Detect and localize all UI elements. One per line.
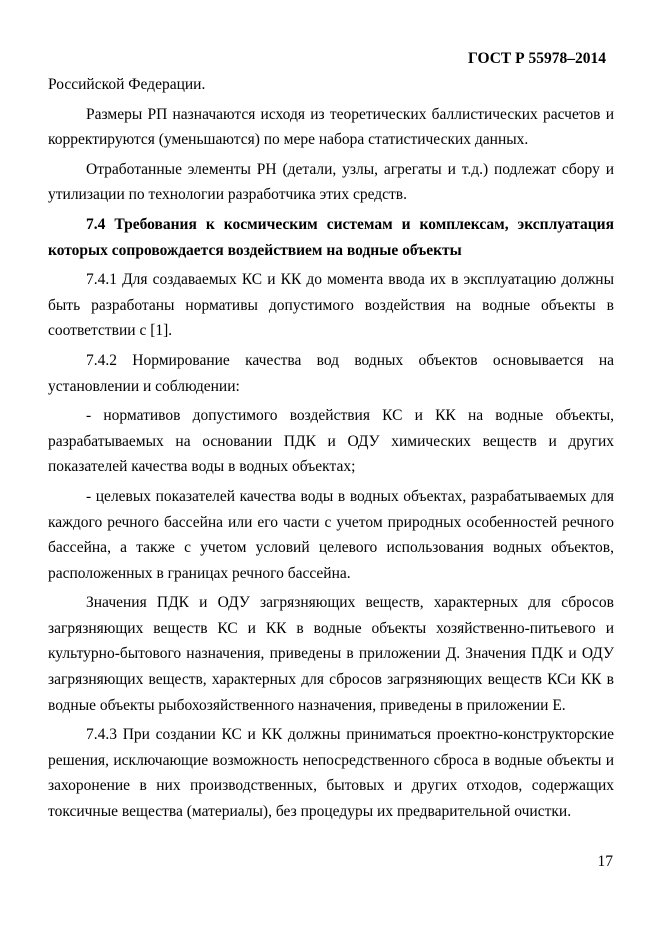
document-header: ГОСТ Р 55978–2014 bbox=[468, 50, 606, 67]
document-body bbox=[48, 72, 614, 825]
page-number: 17 bbox=[597, 853, 613, 870]
list-item-normatives: - нормативов допустимого воздействия КС и КК на водные объекты, разрабатываемых на основании ПДК и ОДУ химических веществ и других показателей качества воды в водных объектах; bbox=[48, 407, 614, 476]
paragraph-7-4-2: 7.4.2 Нормирование качества вод водных объектов основывается на установлении и соблюдении: bbox=[48, 351, 614, 395]
paragraph-rp-sizes: Размеры РП назначаются исходя из теоретических баллистических расчетов и корректируются (уменьшаются) по мере набора статистических данных. bbox=[48, 105, 614, 149]
list-item-target-indicators: - целевых показателей качества воды в водных объектах, разрабатываемых для каждого речного бассейна или его части с учетом природных особенностей речного бассейна, а также с учетом условий целевого использования водных объектов, расположенных в границах речного бассейна. bbox=[48, 487, 614, 582]
paragraph-continuation: Российской Федерации. bbox=[48, 76, 206, 93]
paragraph-pdk-odu: Значения ПДК и ОДУ загрязняющих веществ, характерных для сбросов загрязняющих веществ КС и КК в водные объекты хозяйственно-питьевого и культурно-бытового назначения, приведены в приложении Д. Значения ПДК и ОДУ загрязняющих веществ, характерных для сбросов загрязняющих веществ КСи КК в водные объекты рыбохозяйственного назначения, приведены в приложении Е. bbox=[48, 594, 614, 714]
paragraph-rn-elements: Отработанные элементы РН (детали, узлы, агрегаты и т.д.) подлежат сбору и утилизации по технологии разработчика этих средств. bbox=[48, 160, 614, 204]
section-heading-7-4: 7.4 Требования к космическим системам и комплексам, эксплуатация которых сопровождается воздействием на водные объекты bbox=[48, 215, 614, 259]
paragraph-7-4-1: 7.4.1 Для создаваемых КС и КК до момента ввода их в эксплуатацию должны быть разработаны нормативы допустимого воздействия на водные объекты в соответствии с [1]. bbox=[48, 271, 614, 340]
paragraph-7-4-3: 7.4.3 При создании КС и КК должны приниматься проектно-конструкторские решения, исключающие возможность непосредственного сброса в водные объекты и захоронение в них производственных, бытовых и других отходов, содержащих токсичные вещества (материалы), без процедуры их предварительной очистки. bbox=[48, 726, 614, 821]
